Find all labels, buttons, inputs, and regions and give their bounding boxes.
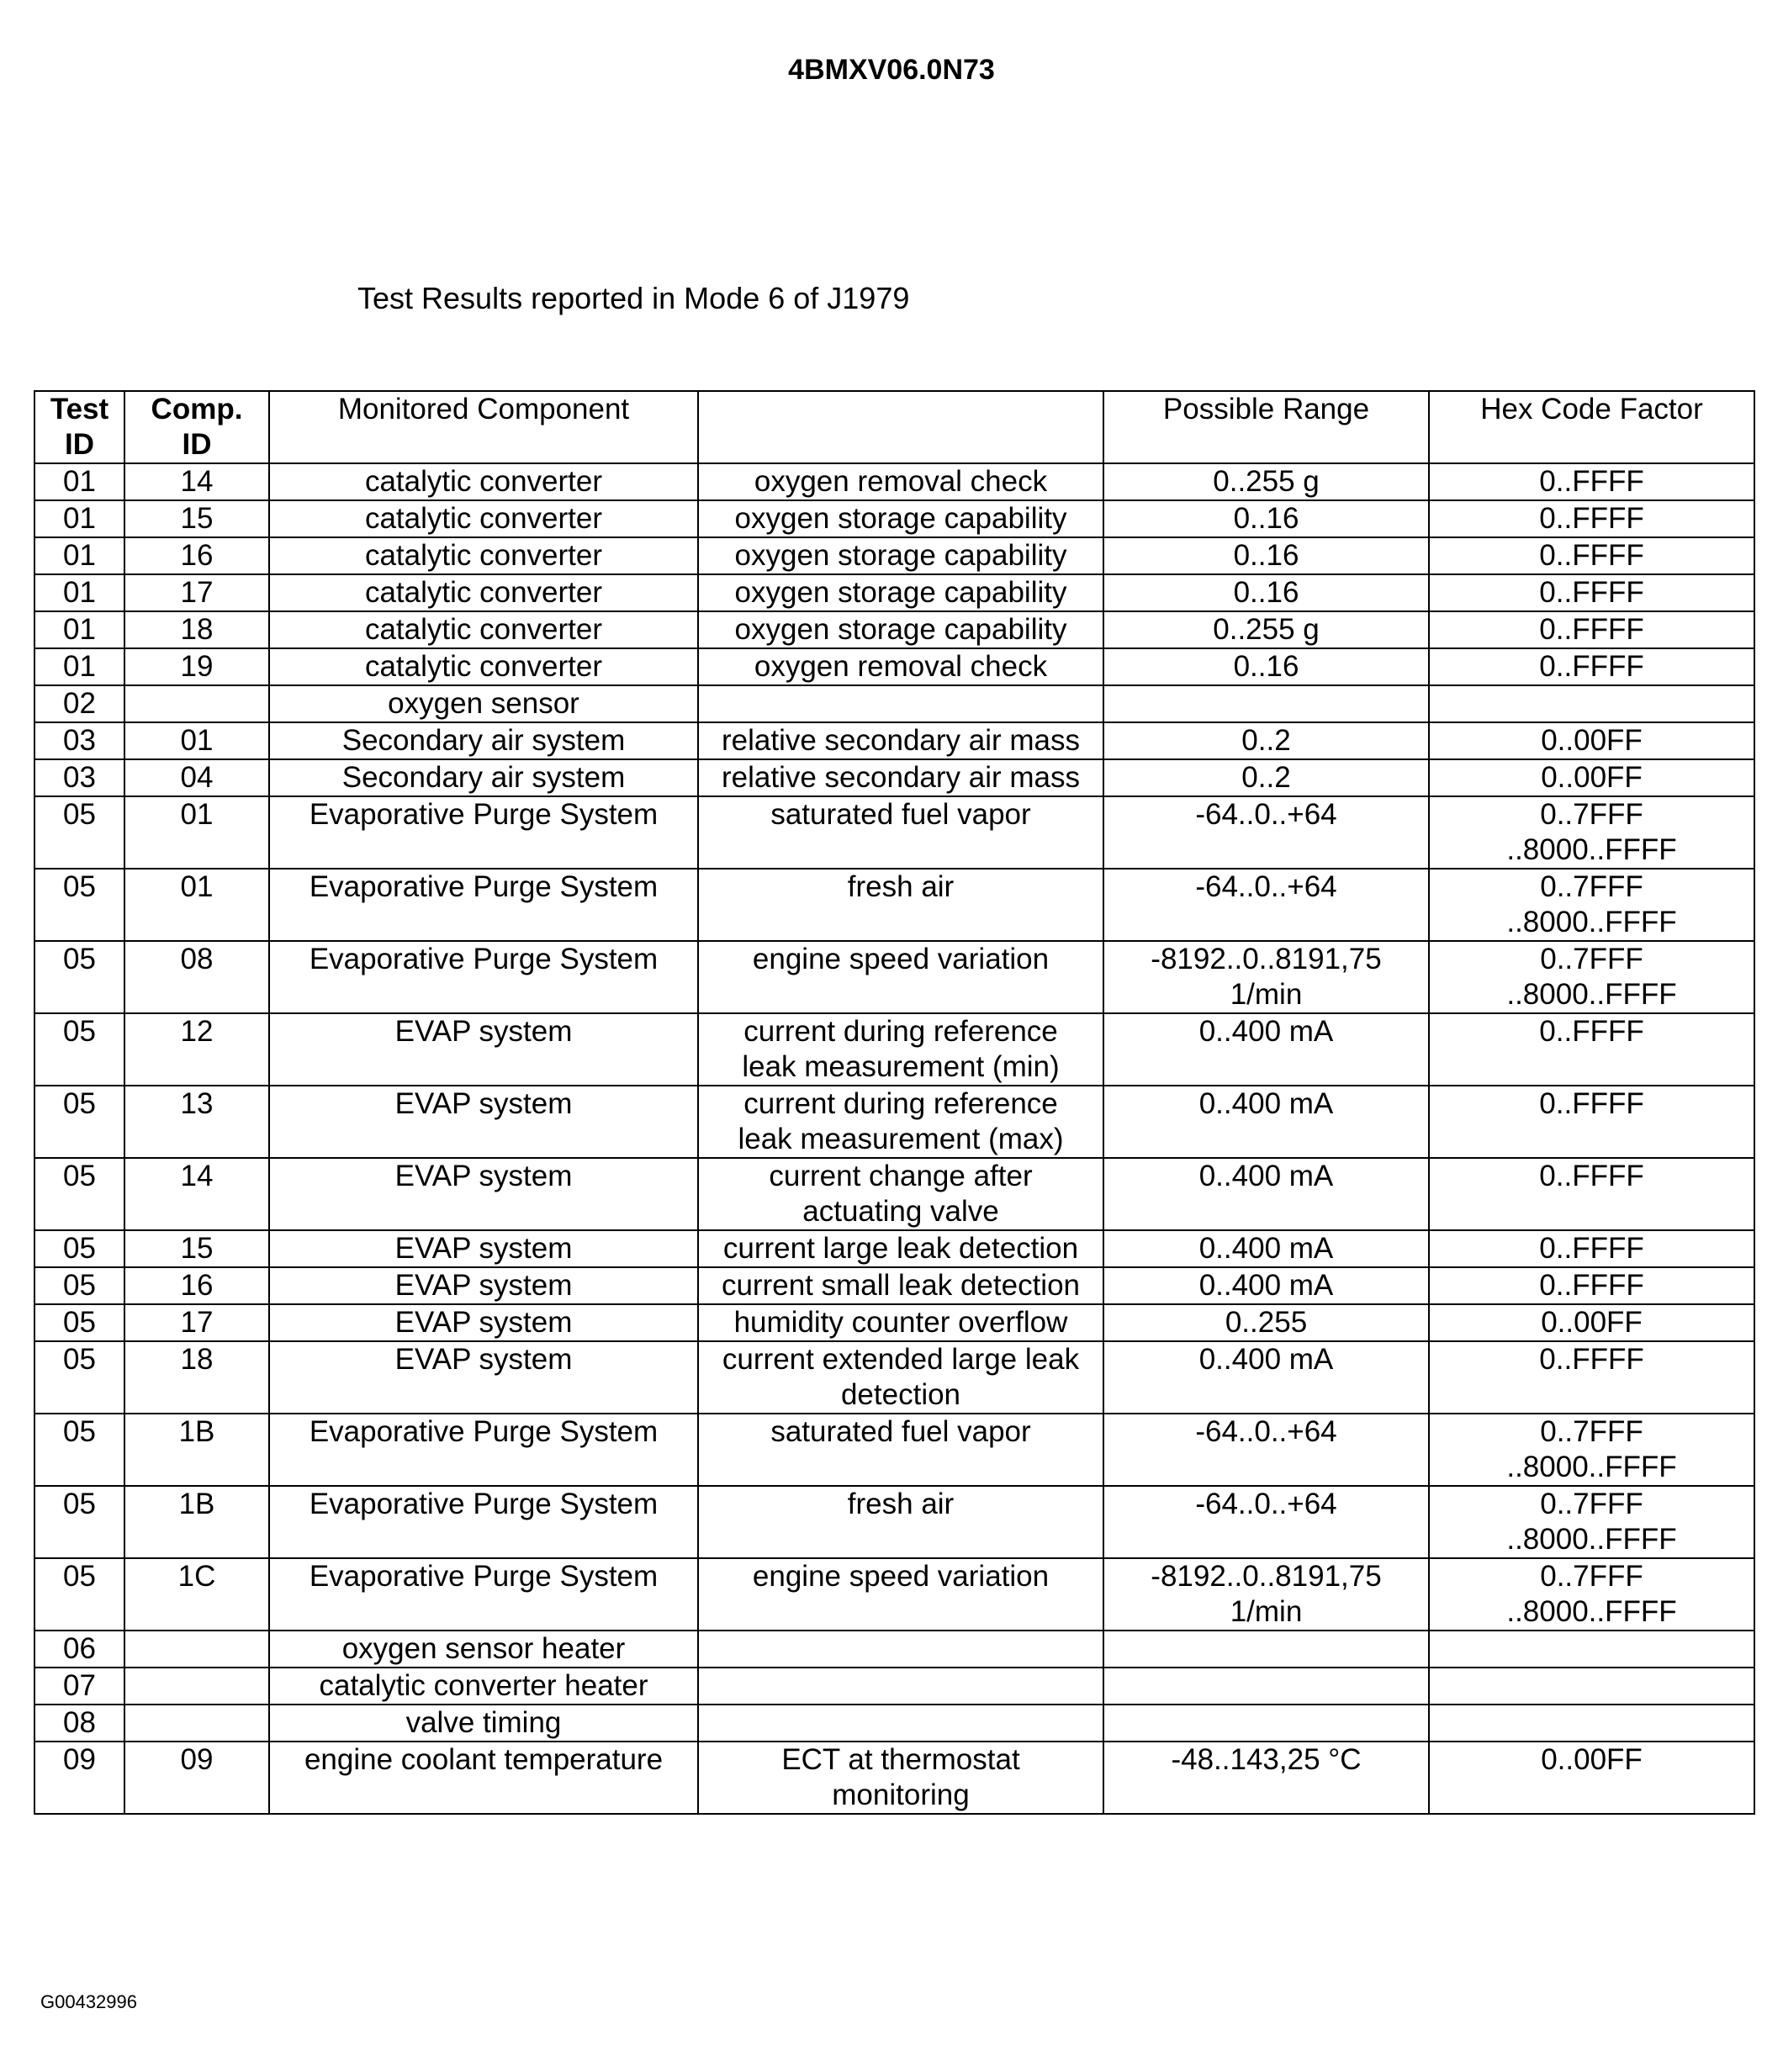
- table-row: [34, 796, 1754, 869]
- comp-id-cell: 14: [124, 1158, 269, 1230]
- hex-code-factor-cell: [1429, 1631, 1754, 1668]
- test-id-cell: 01: [34, 574, 124, 611]
- table-row: [34, 1013, 1754, 1086]
- hex-code-factor-cell: 0..7FFF ..8000..FFFF: [1429, 941, 1754, 1013]
- monitored-component-cell: Secondary air system: [269, 759, 698, 796]
- monitored-component-cell: Secondary air system: [269, 722, 698, 759]
- test-id-cell: 05: [34, 1558, 124, 1631]
- comp-id-cell: 01: [124, 722, 269, 759]
- test-id-cell: 05: [34, 1013, 124, 1086]
- possible-range-cell: -8192..0..8191,75 1/min: [1103, 941, 1429, 1013]
- monitored-component-cell: EVAP system: [269, 1230, 698, 1267]
- description-cell: [698, 685, 1103, 722]
- table-row: [34, 1705, 1754, 1742]
- comp-id-cell: 16: [124, 537, 269, 574]
- possible-range-cell: 0..16: [1103, 574, 1429, 611]
- hex-code-factor-cell: 0..FFFF: [1429, 1086, 1754, 1158]
- comp-id-cell: 04: [124, 759, 269, 796]
- description-cell: current extended large leak detection: [698, 1341, 1103, 1414]
- hex-code-factor-cell: [1429, 1668, 1754, 1705]
- comp-id-cell: 18: [124, 611, 269, 648]
- table-subtitle: Test Results reported in Mode 6 of J1979: [357, 281, 910, 315]
- test-id-cell: 05: [34, 796, 124, 869]
- monitored-component-cell: Evaporative Purge System: [269, 1414, 698, 1486]
- possible-range-cell: 0..400 mA: [1103, 1230, 1429, 1267]
- test-id-cell: 06: [34, 1631, 124, 1668]
- table-row: [34, 537, 1754, 574]
- monitored-component-cell: oxygen sensor heater: [269, 1631, 698, 1668]
- possible-range-cell: 0..255 g: [1103, 611, 1429, 648]
- test-id-cell: 05: [34, 869, 124, 941]
- monitored-component-cell: catalytic converter: [269, 500, 698, 537]
- comp-id-cell: 17: [124, 574, 269, 611]
- table-row: [34, 1341, 1754, 1414]
- test-id-cell: 01: [34, 611, 124, 648]
- description-cell: relative secondary air mass: [698, 722, 1103, 759]
- comp-id-cell: [124, 1631, 269, 1668]
- description-cell: oxygen storage capability: [698, 574, 1103, 611]
- description-cell: humidity counter overflow: [698, 1304, 1103, 1341]
- table-row: [34, 1558, 1754, 1631]
- possible-range-cell: 0..16: [1103, 537, 1429, 574]
- description-cell: current small leak detection: [698, 1267, 1103, 1304]
- table-row: [34, 1414, 1754, 1486]
- test-id-cell: 05: [34, 941, 124, 1013]
- possible-range-cell: 0..400 mA: [1103, 1086, 1429, 1158]
- possible-range-cell: -48..143,25 °C: [1103, 1742, 1429, 1814]
- hex-code-factor-cell: [1429, 1705, 1754, 1742]
- description-cell: [698, 1705, 1103, 1742]
- possible-range-cell: [1103, 685, 1429, 722]
- test-id-cell: 07: [34, 1668, 124, 1705]
- possible-range-cell: 0..16: [1103, 648, 1429, 685]
- table-row: [34, 722, 1754, 759]
- comp-id-cell: 1C: [124, 1558, 269, 1631]
- monitored-component-cell: Evaporative Purge System: [269, 1558, 698, 1631]
- possible-range-cell: [1103, 1705, 1429, 1742]
- test-id-cell: 05: [34, 1230, 124, 1267]
- possible-range-cell: 0..400 mA: [1103, 1158, 1429, 1230]
- possible-range-cell: 0..2: [1103, 759, 1429, 796]
- possible-range-cell: 0..255 g: [1103, 463, 1429, 500]
- monitored-component-cell: EVAP system: [269, 1304, 698, 1341]
- monitored-component-cell: catalytic converter: [269, 648, 698, 685]
- table-body: [34, 463, 1754, 1814]
- possible-range-cell: 0..255: [1103, 1304, 1429, 1341]
- description-cell: fresh air: [698, 869, 1103, 941]
- test-id-cell: 09: [34, 1742, 124, 1814]
- test-id-cell: 08: [34, 1705, 124, 1742]
- description-cell: oxygen storage capability: [698, 537, 1103, 574]
- description-cell: oxygen storage capability: [698, 611, 1103, 648]
- table-row: [34, 500, 1754, 537]
- description-cell: engine speed variation: [698, 941, 1103, 1013]
- header-hex-code-factor: Hex Code Factor: [1429, 391, 1754, 463]
- table-row: [34, 1631, 1754, 1668]
- comp-id-cell: 09: [124, 1742, 269, 1814]
- monitored-component-cell: valve timing: [269, 1705, 698, 1742]
- comp-id-cell: 12: [124, 1013, 269, 1086]
- monitored-component-cell: Evaporative Purge System: [269, 1486, 698, 1558]
- hex-code-factor-cell: 0..7FFF ..8000..FFFF: [1429, 1486, 1754, 1558]
- test-id-cell: 01: [34, 648, 124, 685]
- test-id-cell: 05: [34, 1414, 124, 1486]
- description-cell: engine speed variation: [698, 1558, 1103, 1631]
- description-cell: [698, 1668, 1103, 1705]
- monitored-component-cell: catalytic converter: [269, 611, 698, 648]
- comp-id-cell: 17: [124, 1304, 269, 1341]
- monitored-component-cell: EVAP system: [269, 1341, 698, 1414]
- comp-id-cell: 19: [124, 648, 269, 685]
- test-id-cell: 05: [34, 1086, 124, 1158]
- hex-code-factor-cell: [1429, 685, 1754, 722]
- hex-code-factor-cell: 0..FFFF: [1429, 1230, 1754, 1267]
- monitored-component-cell: catalytic converter heater: [269, 1668, 698, 1705]
- table-row: [34, 1668, 1754, 1705]
- table-row: [34, 648, 1754, 685]
- monitored-component-cell: Evaporative Purge System: [269, 869, 698, 941]
- hex-code-factor-cell: 0..FFFF: [1429, 463, 1754, 500]
- possible-range-cell: 0..2: [1103, 722, 1429, 759]
- test-id-cell: 05: [34, 1304, 124, 1341]
- hex-code-factor-cell: 0..7FFF ..8000..FFFF: [1429, 1558, 1754, 1631]
- possible-range-cell: [1103, 1668, 1429, 1705]
- header-comp-id: Comp. ID: [124, 391, 269, 463]
- table-row: [34, 1304, 1754, 1341]
- table-row: [34, 759, 1754, 796]
- hex-code-factor-cell: 0..00FF: [1429, 1304, 1754, 1341]
- monitored-component-cell: catalytic converter: [269, 574, 698, 611]
- monitored-component-cell: engine coolant temperature: [269, 1742, 698, 1814]
- test-id-cell: 01: [34, 463, 124, 500]
- monitored-component-cell: EVAP system: [269, 1267, 698, 1304]
- hex-code-factor-cell: 0..FFFF: [1429, 648, 1754, 685]
- test-id-cell: 05: [34, 1341, 124, 1414]
- hex-code-factor-cell: 0..FFFF: [1429, 1013, 1754, 1086]
- description-cell: current large leak detection: [698, 1230, 1103, 1267]
- hex-code-factor-cell: 0..FFFF: [1429, 1158, 1754, 1230]
- table-row: [34, 685, 1754, 722]
- comp-id-cell: [124, 685, 269, 722]
- description-cell: ECT at thermostat monitoring: [698, 1742, 1103, 1814]
- comp-id-cell: 15: [124, 1230, 269, 1267]
- test-id-cell: 03: [34, 722, 124, 759]
- comp-id-cell: 18: [124, 1341, 269, 1414]
- hex-code-factor-cell: 0..00FF: [1429, 722, 1754, 759]
- test-id-cell: 01: [34, 537, 124, 574]
- description-cell: oxygen removal check: [698, 648, 1103, 685]
- hex-code-factor-cell: 0..FFFF: [1429, 500, 1754, 537]
- comp-id-cell: 13: [124, 1086, 269, 1158]
- table-row: [34, 869, 1754, 941]
- possible-range-cell: 0..400 mA: [1103, 1341, 1429, 1414]
- header-monitored-component: Monitored Component: [269, 391, 698, 463]
- table-row: [34, 1486, 1754, 1558]
- test-id-cell: 05: [34, 1267, 124, 1304]
- table-row: [34, 574, 1754, 611]
- table-row: [34, 1086, 1754, 1158]
- hex-code-factor-cell: 0..00FF: [1429, 1742, 1754, 1814]
- monitored-component-cell: EVAP system: [269, 1158, 698, 1230]
- possible-range-cell: -8192..0..8191,75 1/min: [1103, 1558, 1429, 1631]
- possible-range-cell: -64..0..+64: [1103, 1486, 1429, 1558]
- monitored-component-cell: oxygen sensor: [269, 685, 698, 722]
- comp-id-cell: 15: [124, 500, 269, 537]
- table-row: [34, 941, 1754, 1013]
- possible-range-cell: -64..0..+64: [1103, 796, 1429, 869]
- table-row: [34, 463, 1754, 500]
- description-cell: saturated fuel vapor: [698, 796, 1103, 869]
- table-row: [34, 1230, 1754, 1267]
- mode6-test-results-table: [34, 390, 1755, 1815]
- comp-id-cell: 1B: [124, 1414, 269, 1486]
- comp-id-cell: 01: [124, 796, 269, 869]
- possible-range-cell: -64..0..+64: [1103, 869, 1429, 941]
- monitored-component-cell: Evaporative Purge System: [269, 796, 698, 869]
- test-id-cell: 05: [34, 1486, 124, 1558]
- monitored-component-cell: catalytic converter: [269, 463, 698, 500]
- header-test-id: Test ID: [34, 391, 124, 463]
- hex-code-factor-cell: 0..FFFF: [1429, 1267, 1754, 1304]
- monitored-component-cell: EVAP system: [269, 1013, 698, 1086]
- table-row: [34, 611, 1754, 648]
- description-cell: relative secondary air mass: [698, 759, 1103, 796]
- description-cell: oxygen removal check: [698, 463, 1103, 500]
- comp-id-cell: [124, 1668, 269, 1705]
- comp-id-cell: [124, 1705, 269, 1742]
- hex-code-factor-cell: 0..FFFF: [1429, 1341, 1754, 1414]
- description-cell: current during reference leak measurement (min): [698, 1013, 1103, 1086]
- comp-id-cell: 08: [124, 941, 269, 1013]
- figure-id: G00432996: [40, 1991, 137, 2012]
- table-row: [34, 1158, 1754, 1230]
- hex-code-factor-cell: 0..7FFF ..8000..FFFF: [1429, 1414, 1754, 1486]
- table-header-row: [34, 391, 1754, 463]
- monitored-component-cell: Evaporative Purge System: [269, 941, 698, 1013]
- possible-range-cell: [1103, 1631, 1429, 1668]
- hex-code-factor-cell: 0..FFFF: [1429, 537, 1754, 574]
- description-cell: current change after actuating valve: [698, 1158, 1103, 1230]
- hex-code-factor-cell: 0..00FF: [1429, 759, 1754, 796]
- hex-code-factor-cell: 0..FFFF: [1429, 574, 1754, 611]
- test-id-cell: 05: [34, 1158, 124, 1230]
- test-id-cell: 03: [34, 759, 124, 796]
- monitored-component-cell: catalytic converter: [269, 537, 698, 574]
- comp-id-cell: 01: [124, 869, 269, 941]
- hex-code-factor-cell: 0..7FFF ..8000..FFFF: [1429, 869, 1754, 941]
- possible-range-cell: 0..400 mA: [1103, 1013, 1429, 1086]
- header-possible-range: Possible Range: [1103, 391, 1429, 463]
- hex-code-factor-cell: 0..7FFF ..8000..FFFF: [1429, 796, 1754, 869]
- description-cell: saturated fuel vapor: [698, 1414, 1103, 1486]
- comp-id-cell: 1B: [124, 1486, 269, 1558]
- description-cell: current during reference leak measurement (max): [698, 1086, 1103, 1158]
- document-code: 4BMXV06.0N73: [788, 54, 995, 86]
- possible-range-cell: 0..400 mA: [1103, 1267, 1429, 1304]
- test-id-cell: 02: [34, 685, 124, 722]
- possible-range-cell: 0..16: [1103, 500, 1429, 537]
- description-cell: fresh air: [698, 1486, 1103, 1558]
- description-cell: [698, 1631, 1103, 1668]
- comp-id-cell: 14: [124, 463, 269, 500]
- possible-range-cell: -64..0..+64: [1103, 1414, 1429, 1486]
- test-id-cell: 01: [34, 500, 124, 537]
- table-row: [34, 1742, 1754, 1814]
- description-cell: oxygen storage capability: [698, 500, 1103, 537]
- hex-code-factor-cell: 0..FFFF: [1429, 611, 1754, 648]
- table-row: [34, 1267, 1754, 1304]
- monitored-component-cell: EVAP system: [269, 1086, 698, 1158]
- comp-id-cell: 16: [124, 1267, 269, 1304]
- header-description: [698, 391, 1103, 463]
